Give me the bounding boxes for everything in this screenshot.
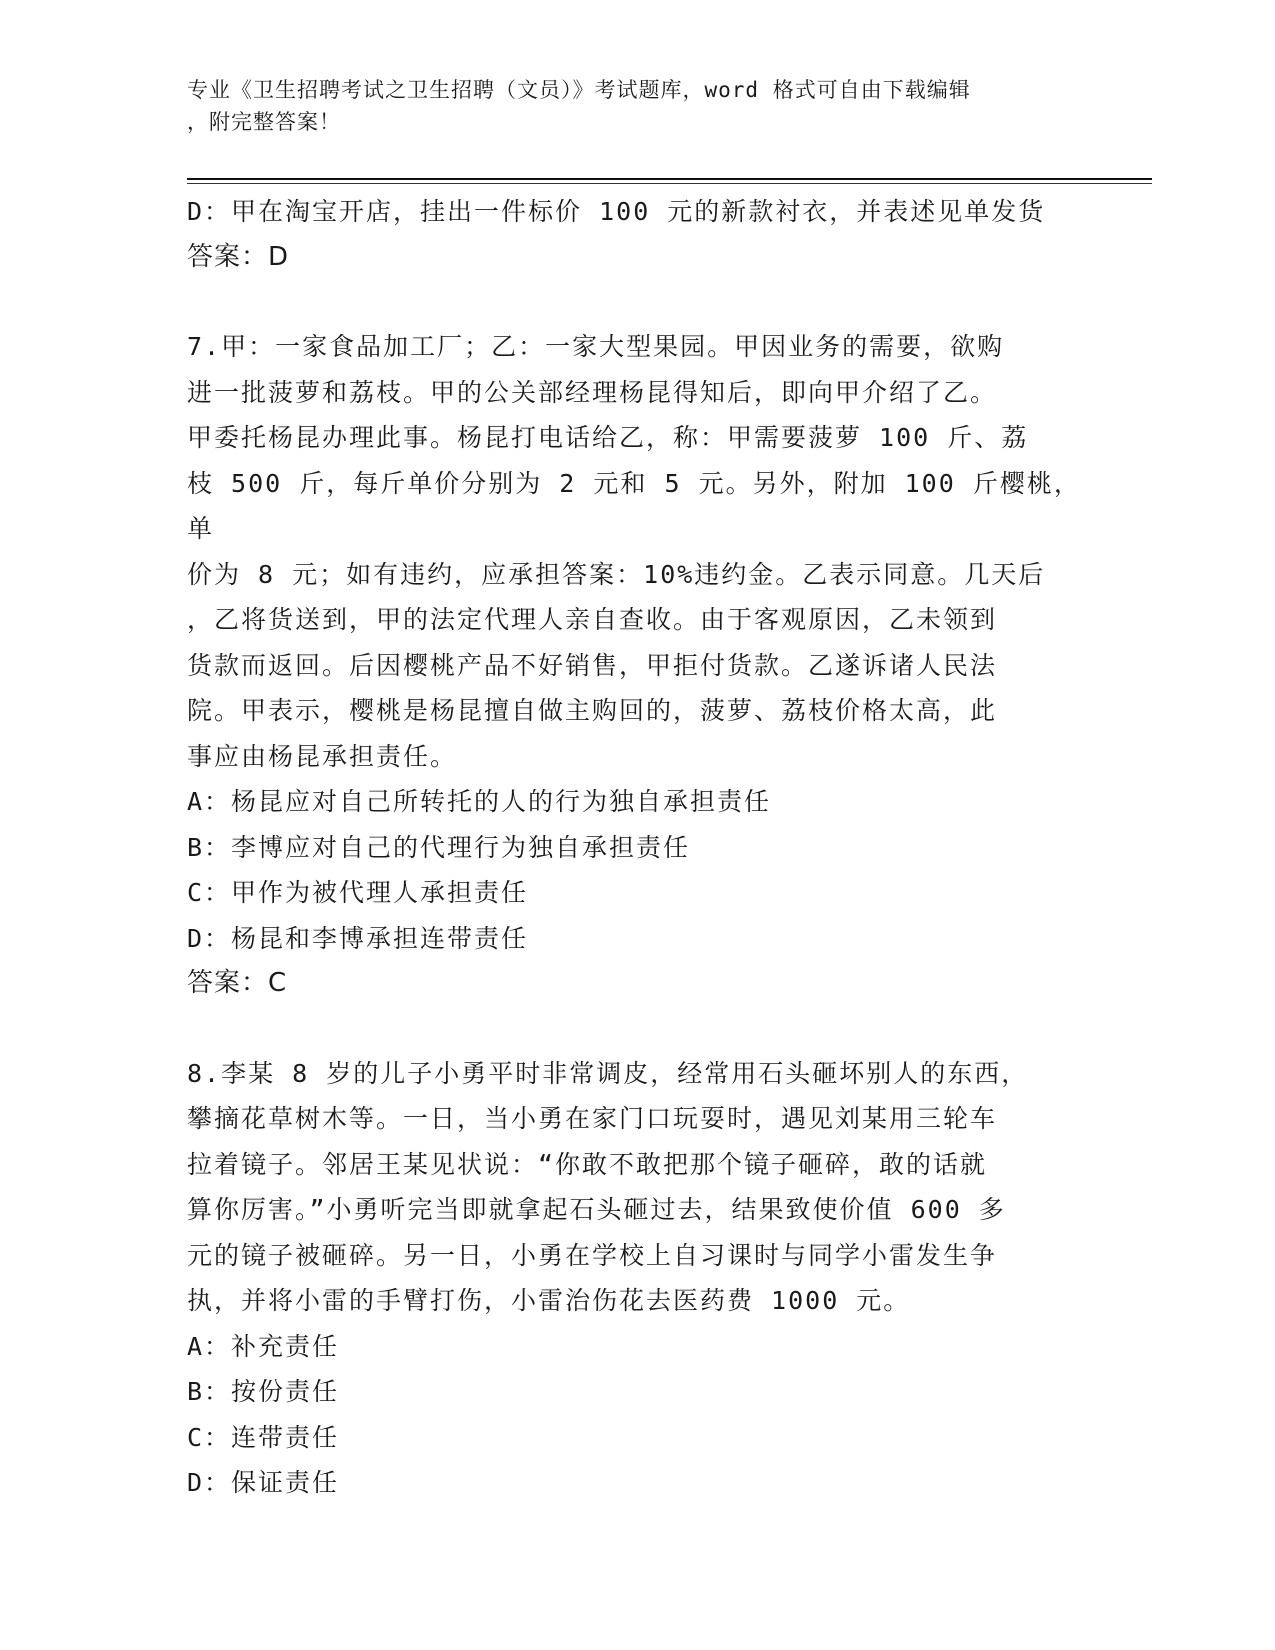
q7-text-line: 院。甲表示，樱桃是杨昆擅自做主购回的，菠萝、荔枝价格太高，此	[187, 696, 998, 725]
q7-option-b: B：李博应对自己的代理行为独自承担责任	[187, 832, 691, 862]
header-line-2: ，附完整答案！	[187, 110, 341, 134]
header-rule-thick	[187, 178, 1152, 180]
header-rule-thin	[187, 183, 1152, 184]
q7-text-line: 进一批菠萝和荔枝。甲的公关部经理杨昆得知后，即向甲介绍了乙。	[187, 377, 998, 407]
q7-text-line: 甲委托杨昆办理此事。杨昆打电话给乙，称：甲需要菠萝 100 斤、荔	[187, 423, 1029, 452]
prev-option-d: D：甲在淘宝开店，挂出一件标价 100 元的新款衬衣，并表述见单发货	[187, 197, 1046, 226]
question-8	[187, 1051, 1087, 1506]
q7-text-line: 价为 8 元；如有违约，应承担答案：10%违约金。乙表示同意。几天后	[187, 559, 1046, 589]
q7-option-d: D：杨昆和李博承担连带责任	[187, 923, 529, 953]
q8-option-a: A：补充责任	[187, 1331, 340, 1361]
prev-answer: 答案：D	[187, 241, 290, 272]
q8-text-line: 8.李某 8 岁的儿子小勇平时非常调皮，经常用石头砸坏别人的东西，	[187, 1058, 1029, 1088]
header-line-1: 专业《卫生招聘考试之卫生招聘（文员）》考试题库，word 格式可自由下载编辑	[187, 78, 971, 102]
question-7	[187, 324, 1087, 1007]
q8-text-line: 算你厉害。”小勇听完当即就拿起石头砸过去，结果致使价值 600 多	[187, 1195, 1006, 1224]
q8-option-b: B：按份责任	[187, 1377, 340, 1406]
spacer	[187, 280, 1087, 324]
document-header	[187, 74, 1067, 138]
q7-text-line: 7.甲：一家食品加工厂；乙：一家大型果园。甲因业务的需要，欲购	[187, 332, 1005, 361]
spacer	[187, 1007, 1087, 1051]
q8-text-line: 元的镜子被砸碎。另一日，小勇在学校上自习课时与同学小雷发生争	[187, 1240, 998, 1270]
q8-option-c: C：连带责任	[187, 1422, 340, 1452]
q7-option-a: A：杨昆应对自己所转托的人的行为独自承担责任	[187, 787, 772, 816]
q7-option-c: C：甲作为被代理人承担责任	[187, 878, 529, 907]
q8-text-line: 攀摘花草树木等。一日，当小勇在家门口玩耍时，遇见刘某用三轮车	[187, 1104, 998, 1133]
document-body	[187, 189, 1087, 1506]
q8-text-line: 拉着镜子。邻居王某见状说：“你敢不敢把那个镜子砸碎，敢的话就	[187, 1149, 988, 1179]
q8-option-d: D：保证责任	[187, 1468, 340, 1497]
q7-answer: 答案：C	[187, 968, 288, 998]
q7-text-line: 枝 500 斤，每斤单价分别为 2 元和 5 元。另外，附加 100 斤樱桃，单	[187, 468, 1081, 543]
q7-text-line: 事应由杨昆承担责任。	[187, 741, 458, 771]
q8-text-line: 执，并将小雷的手臂打伤，小雷治伤花去医药费 1000 元。	[187, 1286, 911, 1315]
q7-text-line: ，乙将货送到，甲的法定代理人亲自查收。由于客观原因，乙未领到	[187, 605, 998, 634]
q7-text-line: 货款而返回。后因樱桃产品不好销售，甲拒付货款。乙遂诉诸人民法	[187, 650, 998, 680]
